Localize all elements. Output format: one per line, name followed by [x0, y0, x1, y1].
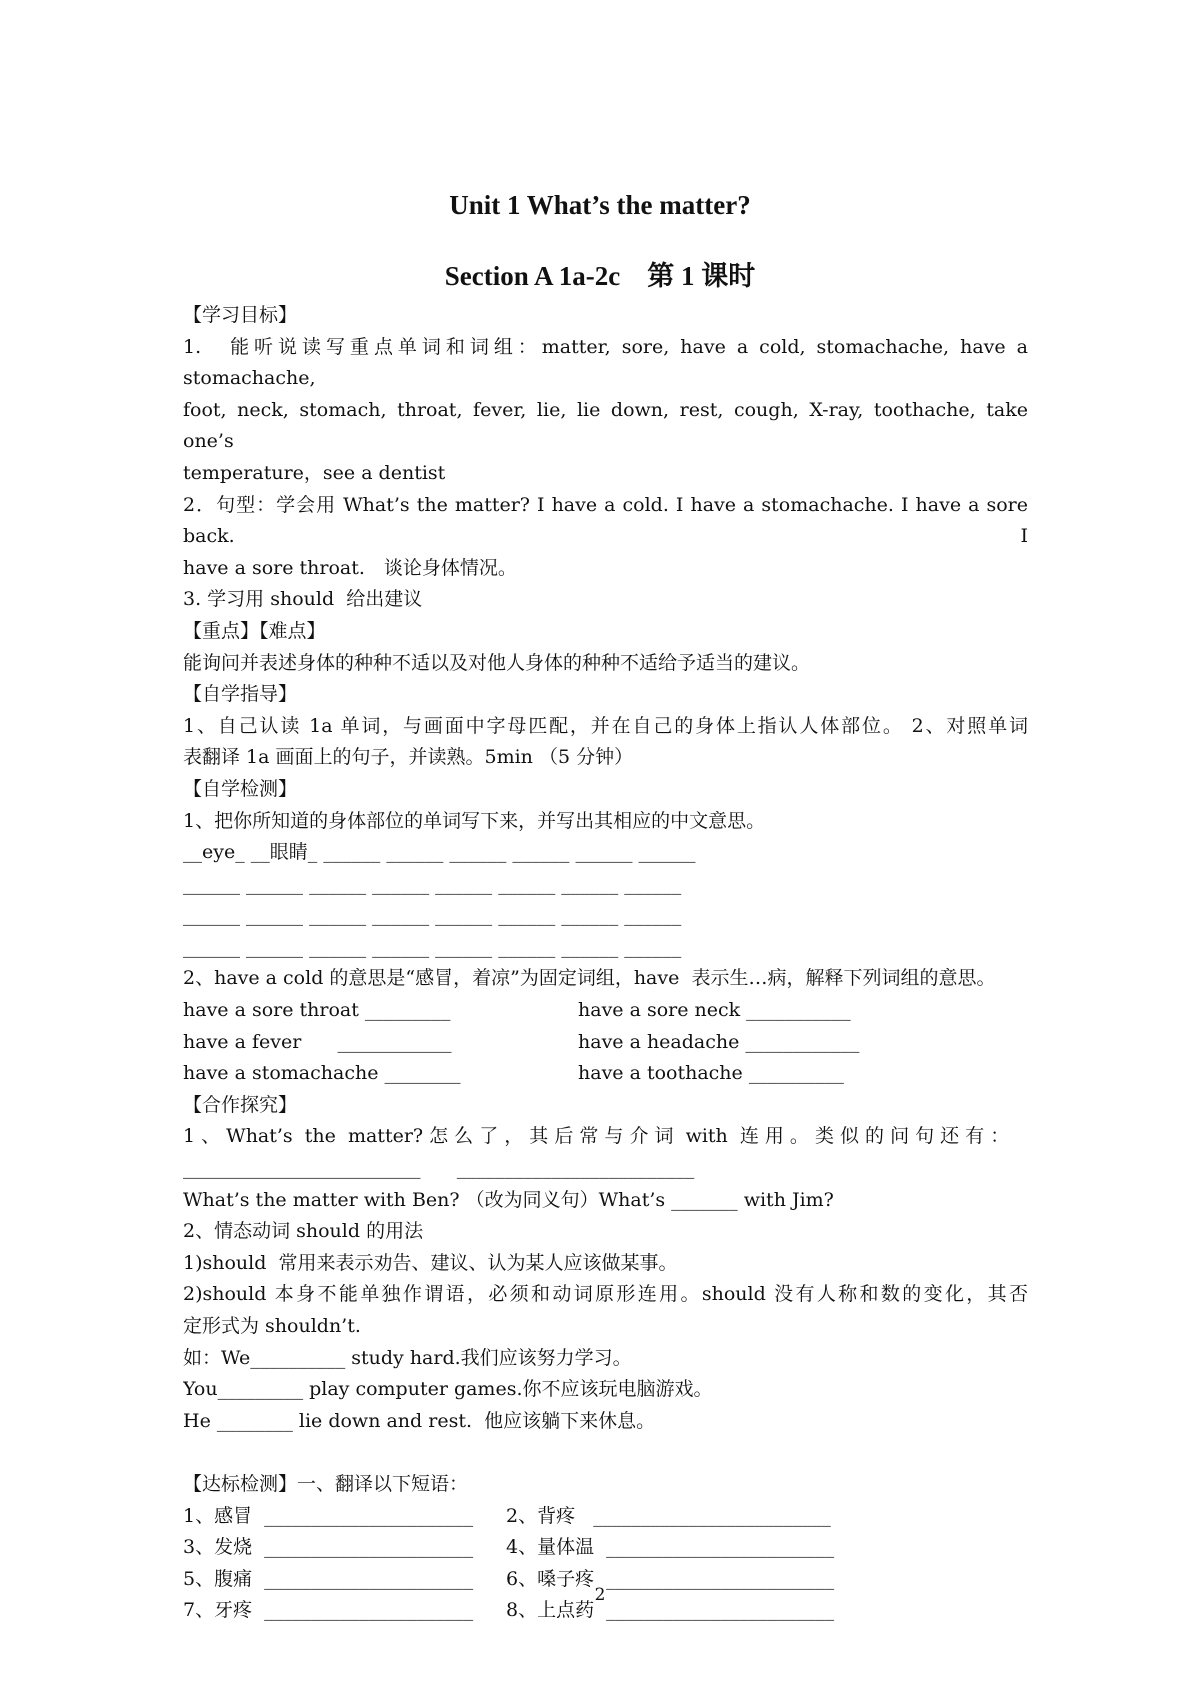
section-title: Section A 1a-2c 第 1 课时 — [444, 261, 756, 291]
goals-line-2: foot, neck, stomach, throat, fever, lie, lie down, rest, cough, X-ray, toothache, take one’s — [183, 398, 1028, 453]
page-title: Unit 1 What’s the matter? — [449, 190, 751, 220]
translation-blank[interactable]: 7、牙疼 ______________________ — [183, 1599, 474, 1622]
answer-blank-row[interactable]: __eye_ __眼睛_ ______ ______ ______ ______ ______ ______ — [183, 841, 696, 864]
example-sentence[interactable]: You_________ play computer games.你不应该玩电脑游戏。 — [183, 1378, 713, 1401]
spacer — [183, 1437, 1028, 1469]
translation-blank[interactable]: 3、发烧 ______________________ — [183, 1536, 474, 1559]
phrase-blank[interactable]: have a toothache __________ — [578, 1062, 844, 1085]
phrase-blank[interactable]: have a stomachache ________ — [183, 1062, 461, 1085]
should-usage-1: 1)should 常用来表示劝告、建议、认为某人应该做某事。 — [183, 1251, 678, 1274]
answer-blank-row[interactable]: _________________________ _________________________ — [183, 1157, 695, 1180]
self-check-question-2: 2、have a cold 的意思是“感冒，着凉”为固定词组，have 表示生…病，解释下列词组的意思。 — [183, 967, 996, 990]
translation-row — [183, 1501, 1028, 1533]
self-study-heading: 【自学指导】 — [183, 683, 298, 706]
phrase-blank[interactable]: have a headache ____________ — [578, 1030, 860, 1053]
self-check-heading: 【自学检测】 — [183, 777, 298, 800]
phrase-row — [183, 1058, 1028, 1090]
translation-row — [183, 1532, 1028, 1564]
self-check-question-1: 1、把你所知道的身体部位的单词写下来，并写出其相应的中文意思。 — [183, 809, 766, 832]
phrase-row — [183, 995, 1028, 1027]
should-usage-2-cont: 定形式为 shouldn’t. — [183, 1315, 361, 1337]
translation-blank[interactable]: 6、嗓子疼 ________________________ — [506, 1567, 835, 1590]
phrase-row — [183, 1027, 1028, 1059]
goals-line-3: temperature，see a dentist — [183, 461, 446, 484]
cooperation-rewrite[interactable]: What’s the matter with Ben? （改为同义句）What’s _______ with Jim? — [183, 1188, 834, 1211]
page-number: 2 — [594, 1585, 606, 1605]
phrase-blank[interactable]: have a sore neck ___________ — [578, 999, 851, 1022]
example-sentence[interactable]: He ________ lie down and rest. 他应该躺下来休息。 — [183, 1409, 656, 1432]
self-study-line-2: 表翻译 1a 画面上的句子，并读熟。5min （5 分钟） — [183, 746, 634, 769]
translation-blank[interactable]: 8、上点药 ________________________ — [506, 1599, 835, 1622]
goals-line-1: 1. 能听说读写重点单词和词组：matter, sore, have a cold, stomachache, have a stomachache, — [183, 335, 1028, 390]
translation-blank[interactable]: 4、量体温 ________________________ — [506, 1536, 835, 1559]
key-points-heading: 【重点】【难点】 — [183, 619, 326, 642]
goals-line-4: 2．句型：学会用 What’s the matter? I have a cold. I have a stomachache. I have a sore back. I — [183, 493, 1028, 548]
translation-blank[interactable]: 2、背疼 _________________________ — [506, 1504, 831, 1527]
cooperation-heading: 【合作探究】 — [183, 1093, 298, 1116]
test-heading: 【达标检测】一、翻译以下短语： — [183, 1472, 469, 1495]
worksheet-body — [183, 300, 1028, 1627]
translation-blank[interactable]: 1、感冒 ______________________ — [183, 1504, 474, 1527]
goals-line-6: 3. 学习用 should 给出建议 — [183, 588, 423, 611]
goals-heading: 【学习目标】 — [183, 304, 298, 326]
answer-blank-row[interactable]: ______ ______ ______ ______ ______ ______ ______ ______ — [183, 904, 682, 927]
goals-line-5: have a sore throat. 谈论身体情况。 — [183, 556, 517, 579]
translation-blank[interactable]: 5、腹痛 ______________________ — [183, 1567, 474, 1590]
should-usage-2: 2)should 本身不能单独作谓语，必须和动词原形连用。should 没有人称和数的变化，其否 — [183, 1283, 1028, 1306]
phrase-blank[interactable]: have a sore throat _________ — [183, 999, 451, 1022]
phrase-blank[interactable]: have a fever ____________ — [183, 1030, 452, 1053]
key-points-text: 能询问并表述身体的种种不适以及对他人身体的种种不适给予适当的建议。 — [183, 651, 811, 674]
cooperation-question-2: 2、情态动词 should 的用法 — [183, 1220, 424, 1243]
self-study-line-1: 1、自己认读 1a 单词，与画面中字母匹配，并在自己的身体上指认人体部位。 2、对照单词 — [183, 714, 1028, 737]
cooperation-question-1: 1 、 What’s the matter? 怎 么 了 ， 其 后 常 与 介 词 with 连 用 。 类 似 的 问 句 还 有 ： — [183, 1125, 1010, 1148]
example-sentence[interactable]: 如：We__________ study hard.我们应该努力学习。 — [183, 1346, 632, 1369]
answer-blank-row[interactable]: ______ ______ ______ ______ ______ ______ ______ ______ — [183, 872, 682, 895]
answer-blank-row[interactable]: ______ ______ ______ ______ ______ ______ ______ ______ — [183, 935, 682, 958]
